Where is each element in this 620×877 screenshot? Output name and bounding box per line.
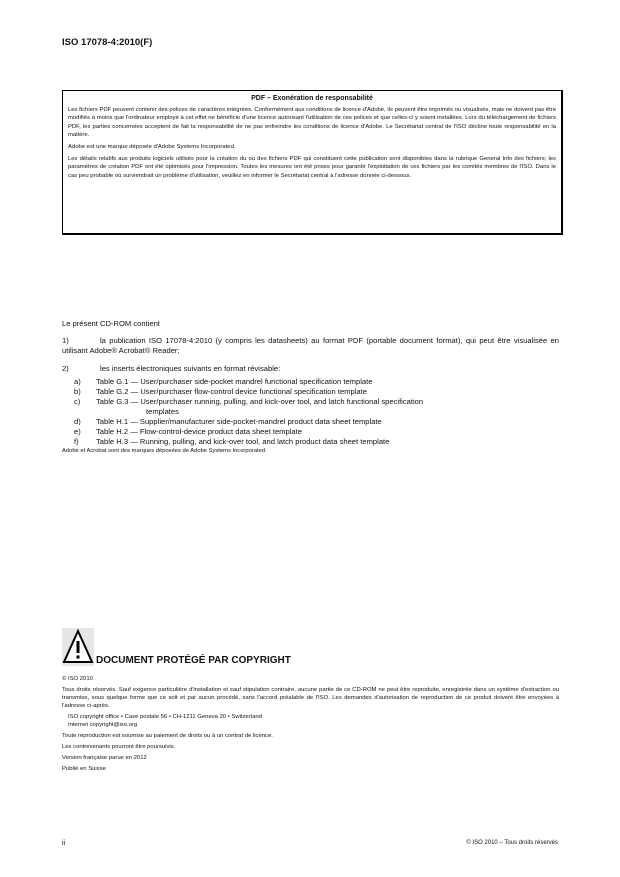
page-number: ii: [62, 840, 66, 847]
list-item: [74, 397, 423, 417]
disclaimer-title: PDF – Exonération de responsabilité: [251, 95, 373, 102]
disclaimer-paragraph: Adobe est une marque déposée d'Adobe Systems Incorporated.: [68, 144, 236, 151]
copyright-line: Toute reproduction est soumise au paiement de droits ou à un contrat de licence.: [62, 733, 273, 739]
list-text: Table G.2 — User/purchaser flow-control device functional specification template: [96, 387, 367, 396]
list-letter: c): [74, 397, 81, 406]
list-letter: b): [74, 387, 81, 396]
contents-intro: Le présent CD-ROM contient: [62, 319, 160, 328]
insert-list: [74, 377, 423, 447]
list-text: Table G.1 — User/purchaser side-pocket mandrel functional specification template: [96, 377, 373, 386]
list-text: Table H.2 — Flow-control-device product data sheet template: [96, 427, 302, 436]
copyright-heading: DOCUMENT PROTÉGÉ PAR COPYRIGHT: [96, 655, 291, 666]
adobe-trademark-note: Adobe et Acrobat sont des marques déposées de Adobe Systems Incorporated.: [62, 448, 267, 454]
list-letter: d): [74, 417, 81, 426]
copyright-block: [62, 675, 559, 776]
list-item: [74, 417, 423, 427]
contents-item-1: [62, 336, 559, 356]
list-item: [74, 377, 423, 387]
copyright-internet: Internet copyright@iso.org: [68, 722, 138, 728]
contents-item-2: [62, 364, 280, 374]
item-text: les inserts électroniques suivants en format révisable:: [100, 364, 281, 373]
list-letter: f): [74, 437, 79, 446]
copyright-rights: Tous droits réservés. Sauf exigence particulière d'installation et sauf stipulation contraire, aucune partie de ce CD-ROM ne peut être reproduite, enregistrée dans un système d'extraction ou transmise, sous quelque forme que ce soit et par aucun procédé, sans l'accord préalable de l'ISO. Les demandes d'autorisation de reproduction de ce produit doivent être envoyées à l'adresse ci-après.: [62, 687, 559, 709]
disclaimer-paragraph: Les détails relatifs aux produits logiciels utilisés pour la création du ou des fichiers PDF qui constituent cette publication sont disponibles dans la rubrique General Info des fichiers; les paramètres de création PDF ont été optimisés pour l'impression. Toutes les mesures ont été prises pour garantir l'exploitation de ces fichiers par les comités membres de l'ISO. Dans le cas peu probable où surviendrait un problème d'utilisation, veuillez en informer le Secrétariat central à l'adresse donnée ci-dessous.: [68, 156, 556, 179]
warning-icon: [62, 628, 94, 666]
copyright-year: © ISO 2010: [62, 676, 93, 682]
item-number: 2): [62, 364, 69, 373]
disclaimer-paragraph: Les fichiers PDF peuvent contenir des polices de caractères intégrées. Conformément aux conditions de licence d'Adobe, ils peuvent être imprimés ou visualisés, mais ne doivent pas être modifiés à moins que l'ordinateur employé à cet effet ne bénéficie d'une licence autorisant l'utilisation de ces polices et que celles-ci y soient installées. Lors du téléchargement de fichiers PDF, les parties concernées acceptent de fait la responsabilité de ne pas enfreindre les conditions de licence d'Adobe. Le Secrétariat central de l'ISO décline toute responsabilité en la matière.: [68, 107, 556, 138]
copyright-line: Version française parue en 2012: [62, 755, 147, 761]
document-id-header: ISO 17078-4:2010(F): [62, 37, 153, 48]
pdf-disclaimer-box: [62, 90, 563, 235]
copyright-address: ISO copyright office • Case postale 56 • CH-1211 Geneva 20 • Switzerland: [68, 714, 262, 720]
item-number: 1): [62, 336, 69, 345]
list-letter: e): [74, 427, 81, 436]
copyright-line: Publié en Suisse: [62, 766, 106, 772]
copyright-line: Les contrevenants pourront être poursuivis.: [62, 744, 176, 750]
item-text: la publication ISO 17078-4:2010 (y compris les datasheets) au format PDF (portable document format), qui peut être visualisée en utilisant Adobe® Acrobat® Reader;: [62, 336, 559, 355]
footer-rights: © ISO 2010 – Tous droits réservés: [466, 840, 558, 846]
list-text: Table G.3 — User/purchaser running, pulling, and kick-over tool, and latch functional specification: [96, 397, 424, 406]
list-item: [74, 427, 423, 437]
list-item: [74, 387, 423, 397]
list-text-cont: templates: [146, 407, 179, 416]
list-text: Table H.1 — Supplier/manufacturer side-pocket-mandrel product data sheet template: [96, 417, 382, 426]
list-letter: a): [74, 377, 81, 386]
list-item: [74, 437, 423, 447]
list-text: Table H.3 — Running, pulling, and kick-over tool, and latch product data sheet template: [96, 437, 390, 446]
